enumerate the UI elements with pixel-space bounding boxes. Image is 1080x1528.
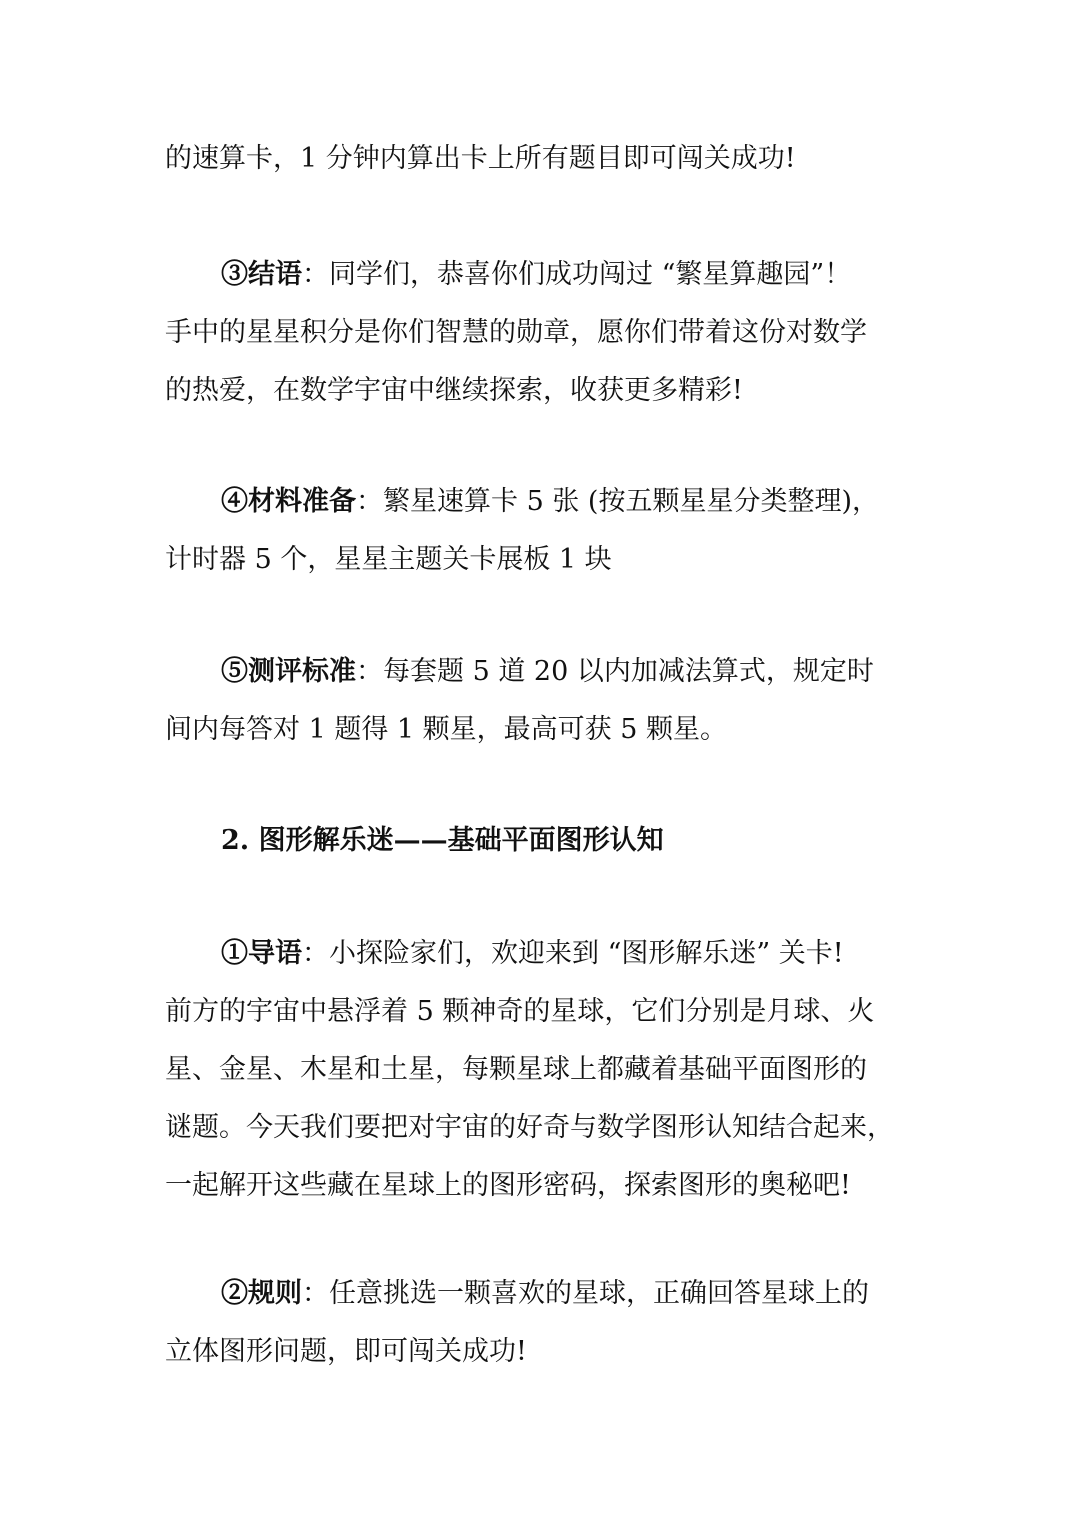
paragraph-rules [165,1265,925,1381]
paragraph-introduction [165,925,925,1215]
evaluation-label: ⑤测评标准 [221,656,356,687]
paragraph-speed-card-rule-end [165,130,925,188]
paragraph-closing-remarks [165,246,925,420]
rules-text: ：任意挑选一颗喜欢的星球，正确回答星球上的 [302,1278,869,1309]
text-line: 一起解开这些藏在星球上的图形密码，探索图形的奥秘吧! [165,1170,851,1201]
evaluation-text: ：每套题 5 道 20 以内加减法算式，规定时 [356,656,874,687]
closing-remarks-label: ③结语 [221,259,302,290]
paragraph-materials [165,473,925,589]
text-line: 前方的宇宙中悬浮着 5 颗神奇的星球，它们分别是月球、火 [165,996,875,1027]
text-line: 谜题。今天我们要把对宇宙的好奇与数学图形认知结合起来， [165,1112,894,1143]
text-line [165,643,925,701]
text-line [165,925,925,983]
text-line: 的速算卡，1 分钟内算出卡上所有题目即可闯关成功! [165,143,796,174]
section-heading [165,812,925,870]
introduction-text: ：小探险家们，欢迎来到 “图形解乐迷” 关卡! [302,938,844,969]
materials-text: ：繁星速算卡 5 张 (按五颗星星分类整理)， [356,486,879,517]
text-line: 的热爱，在数学宇宙中继续探索，收获更多精彩! [165,375,743,406]
text-line: 计时器 5 个，星星主题关卡展板 1 块 [165,544,612,575]
text-line: 间内每答对 1 题得 1 颗星，最高可获 5 颗星。 [165,714,728,745]
section-title: 2. 图形解乐迷——基础平面图形认知 [221,825,664,856]
text-line [165,1265,925,1323]
text-line: 立体图形问题，即可闯关成功! [165,1336,527,1367]
materials-label: ④材料准备 [221,486,356,517]
closing-remarks-text: ：同学们，恭喜你们成功闯过 “繁星算趣园”！ [302,259,852,290]
introduction-label: ①导语 [221,938,302,969]
paragraph-evaluation [165,643,925,759]
rules-label: ②规则 [221,1278,302,1309]
text-line [165,473,925,531]
text-line: 星、金星、木星和土星，每颗星球上都藏着基础平面图形的 [165,1054,867,1085]
text-line: 手中的星星积分是你们智慧的勋章，愿你们带着这份对数学 [165,317,867,348]
text-line [165,246,925,304]
